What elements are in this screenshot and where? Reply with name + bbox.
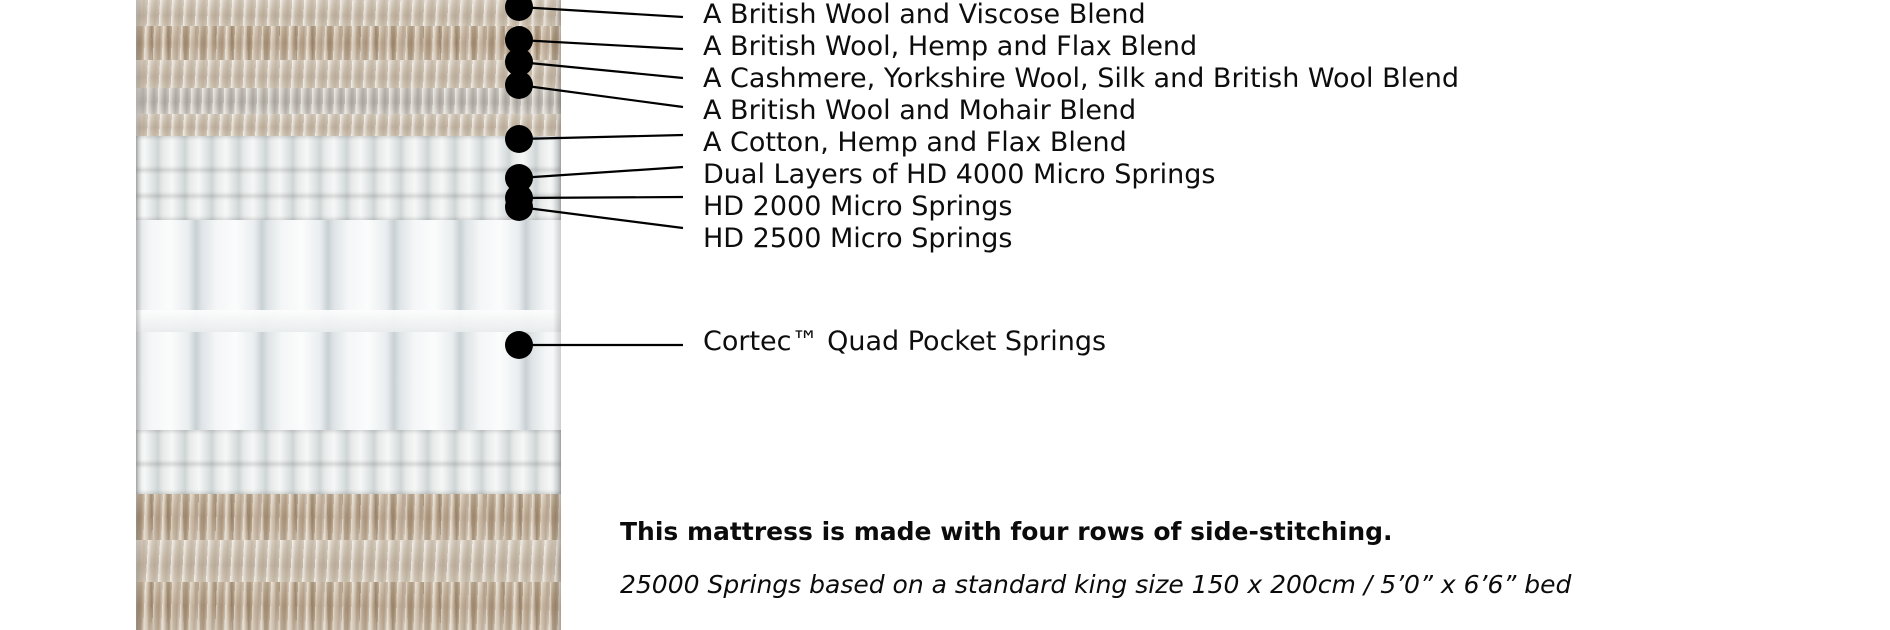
photo-edge-left (136, 0, 142, 630)
layer-hd2500-micro-springs (136, 430, 561, 464)
layer-cashmere-silk-blend (136, 60, 561, 88)
layer-cortec-quad-pocket-springs (136, 220, 561, 430)
callout-label-wool-hemp-flax: A British Wool, Hemp and Flax Blend (703, 31, 1198, 62)
layer-wool-base-lower (136, 582, 561, 630)
layer-wool-base-upper (136, 494, 561, 540)
layer-micro-springs-base (136, 464, 561, 494)
layer-cotton-hemp-flax (136, 114, 561, 136)
callout-label-hd4000-micro-springs: Dual Layers of HD 4000 Micro Springs (703, 159, 1216, 190)
layer-wool-viscose-top (136, 0, 561, 26)
mattress-cutaway-photo (136, 0, 561, 630)
callout-label-wool-viscose: A British Wool and Viscose Blend (703, 0, 1146, 30)
layer-hd4000-micro-springs-lower (136, 170, 561, 196)
footnote-spring-count: 25000 Springs based on a standard king size 150 x 200cm / 5’0” x 6’6” bed (620, 570, 1572, 599)
callout-label-hd2000-micro-springs: HD 2000 Micro Springs (703, 191, 1013, 222)
layer-wool-base-mid (136, 540, 561, 582)
photo-edge-right (553, 0, 561, 630)
callout-label-cashmere-silk: A Cashmere, Yorkshire Wool, Silk and British Wool Blend (703, 63, 1460, 94)
layer-wool-hemp-flax (136, 26, 561, 60)
footnote-side-stitching: This mattress is made with four rows of side-stitching. (620, 517, 1393, 546)
layer-hd2000-micro-springs (136, 196, 561, 220)
layer-wool-mohair (136, 88, 561, 114)
pocket-spring-tape (136, 310, 561, 332)
layer-hd4000-micro-springs-upper (136, 136, 561, 170)
callout-label-cortec-quad-pocket-springs: Cortec™ Quad Pocket Springs (703, 326, 1107, 357)
callout-label-wool-mohair: A British Wool and Mohair Blend (703, 95, 1137, 126)
callout-label-cotton-hemp-flax: A Cotton, Hemp and Flax Blend (703, 127, 1127, 158)
callout-label-hd2500-micro-springs: HD 2500 Micro Springs (703, 223, 1013, 254)
